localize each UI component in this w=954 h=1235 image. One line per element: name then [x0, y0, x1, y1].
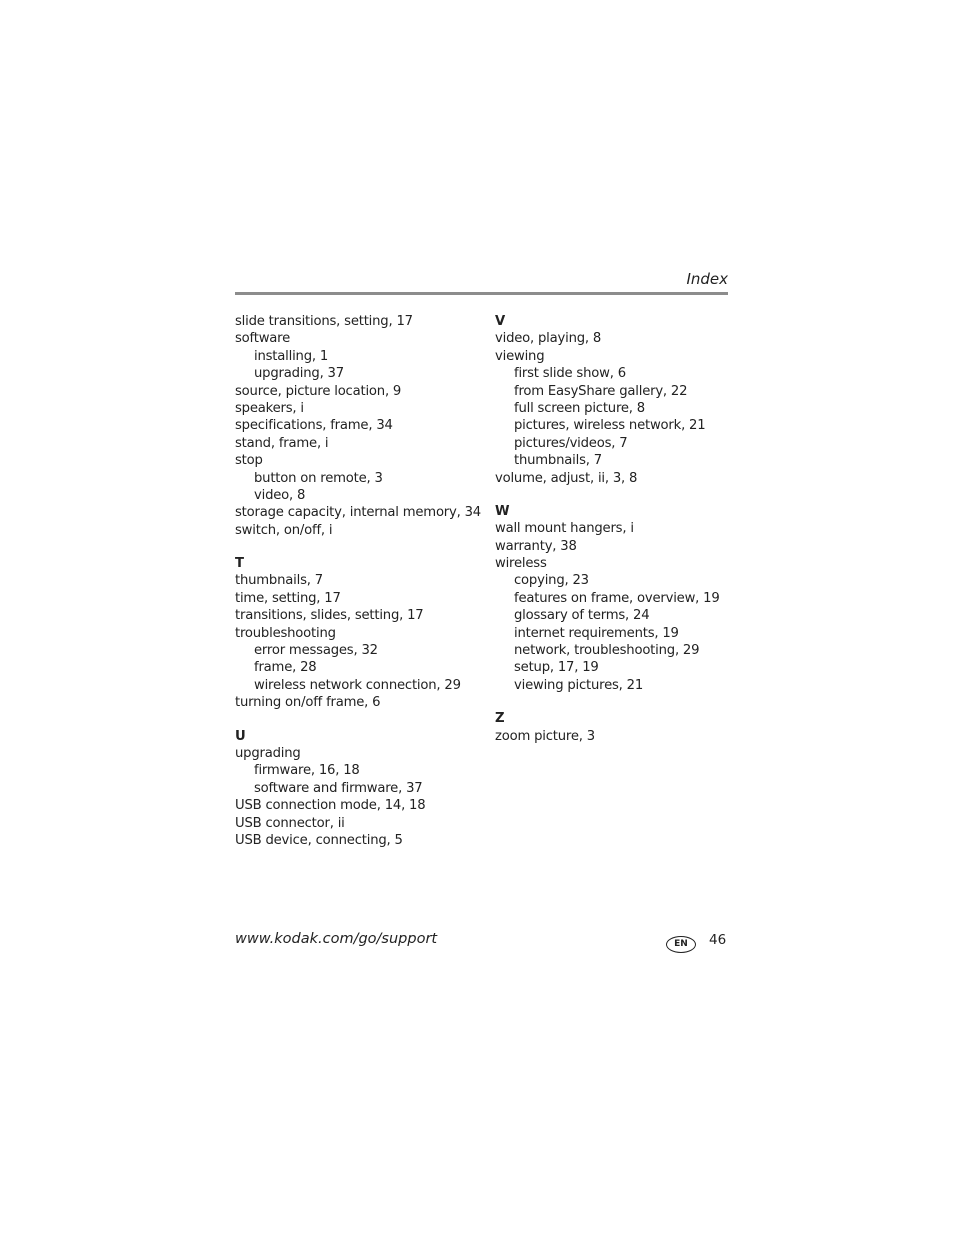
- index-entry: video, playing, 8: [495, 331, 602, 347]
- index-subentry: setup, 17, 19: [514, 660, 599, 676]
- index-entry: wall mount hangers, i: [495, 521, 634, 537]
- index-entry: stop: [235, 453, 263, 469]
- index-entry: source, picture location, 9: [235, 383, 402, 399]
- index-subentry: video, 8: [254, 487, 306, 503]
- index-section-letter: U: [235, 728, 246, 744]
- footer-support-url[interactable]: www.kodak.com/go/support: [235, 931, 438, 947]
- index-entry: volume, adjust, ii, 3, 8: [495, 470, 638, 486]
- index-subentry: viewing pictures, 21: [514, 677, 644, 693]
- index-subentry: upgrading, 37: [254, 366, 344, 382]
- index-subentry: software and firmware, 37: [254, 780, 423, 796]
- index-subentry: wireless network connection, 29: [254, 677, 461, 693]
- index-entry: slide transitions, setting, 17: [235, 314, 413, 329]
- index-entry: speakers, i: [235, 400, 304, 416]
- index-entry: software: [235, 331, 291, 347]
- index-subentry: thumbnails, 7: [514, 453, 602, 469]
- index-entry: warranty, 38: [495, 538, 577, 554]
- index-section-letter: V: [495, 314, 506, 329]
- index-subentry: pictures/videos, 7: [514, 435, 628, 451]
- index-entry: zoom picture, 3: [495, 728, 595, 744]
- index-section-letter: Z: [495, 711, 505, 727]
- index-entry: troubleshooting: [235, 625, 336, 641]
- language-badge: EN: [666, 936, 696, 953]
- index-entry: time, setting, 17: [235, 590, 341, 606]
- index-entry: wireless: [495, 556, 547, 572]
- index-subentry: network, troubleshooting, 29: [514, 643, 700, 659]
- index-column-right: [495, 313, 745, 745]
- index-subentry: copying, 23: [514, 573, 589, 589]
- page-number: 46: [709, 932, 727, 948]
- index-entry: turning on/off frame, 6: [235, 695, 381, 711]
- index-subentry: full screen picture, 8: [514, 400, 645, 416]
- index-entry: stand, frame, i: [235, 435, 329, 451]
- index-entry: upgrading: [235, 745, 301, 761]
- index-subentry: first slide show, 6: [514, 366, 626, 382]
- index-entry: thumbnails, 7: [235, 573, 323, 589]
- index-entry: USB device, connecting, 5: [235, 832, 403, 848]
- index-entry: switch, on/off, i: [235, 522, 333, 538]
- index-section-letter: T: [235, 556, 244, 572]
- index-subentry: frame, 28: [254, 660, 317, 676]
- index-subentry: features on frame, overview, 19: [514, 590, 720, 606]
- index-subentry: from EasyShare gallery, 22: [514, 383, 688, 399]
- index-subentry: glossary of terms, 24: [514, 608, 650, 624]
- index-entry: transitions, slides, setting, 17: [235, 608, 424, 624]
- index-entry: USB connector, ii: [235, 815, 345, 831]
- index-subentry: internet requirements, 19: [514, 625, 679, 641]
- index-entry: viewing: [495, 348, 545, 364]
- index-subentry: button on remote, 3: [254, 470, 383, 486]
- index-subentry: installing, 1: [254, 348, 329, 364]
- index-column-left: [235, 313, 485, 849]
- index-subentry: firmware, 16, 18: [254, 763, 360, 779]
- index-section-letter: W: [495, 503, 510, 519]
- index-entry: specifications, frame, 34: [235, 418, 393, 434]
- index-subentry: error messages, 32: [254, 643, 378, 659]
- index-entry: USB connection mode, 14, 18: [235, 798, 426, 814]
- index-entry: storage capacity, internal memory, 34: [235, 505, 482, 521]
- running-header-title: Index: [686, 270, 728, 288]
- header-rule: [235, 292, 728, 295]
- index-subentry: pictures, wireless network, 21: [514, 418, 706, 434]
